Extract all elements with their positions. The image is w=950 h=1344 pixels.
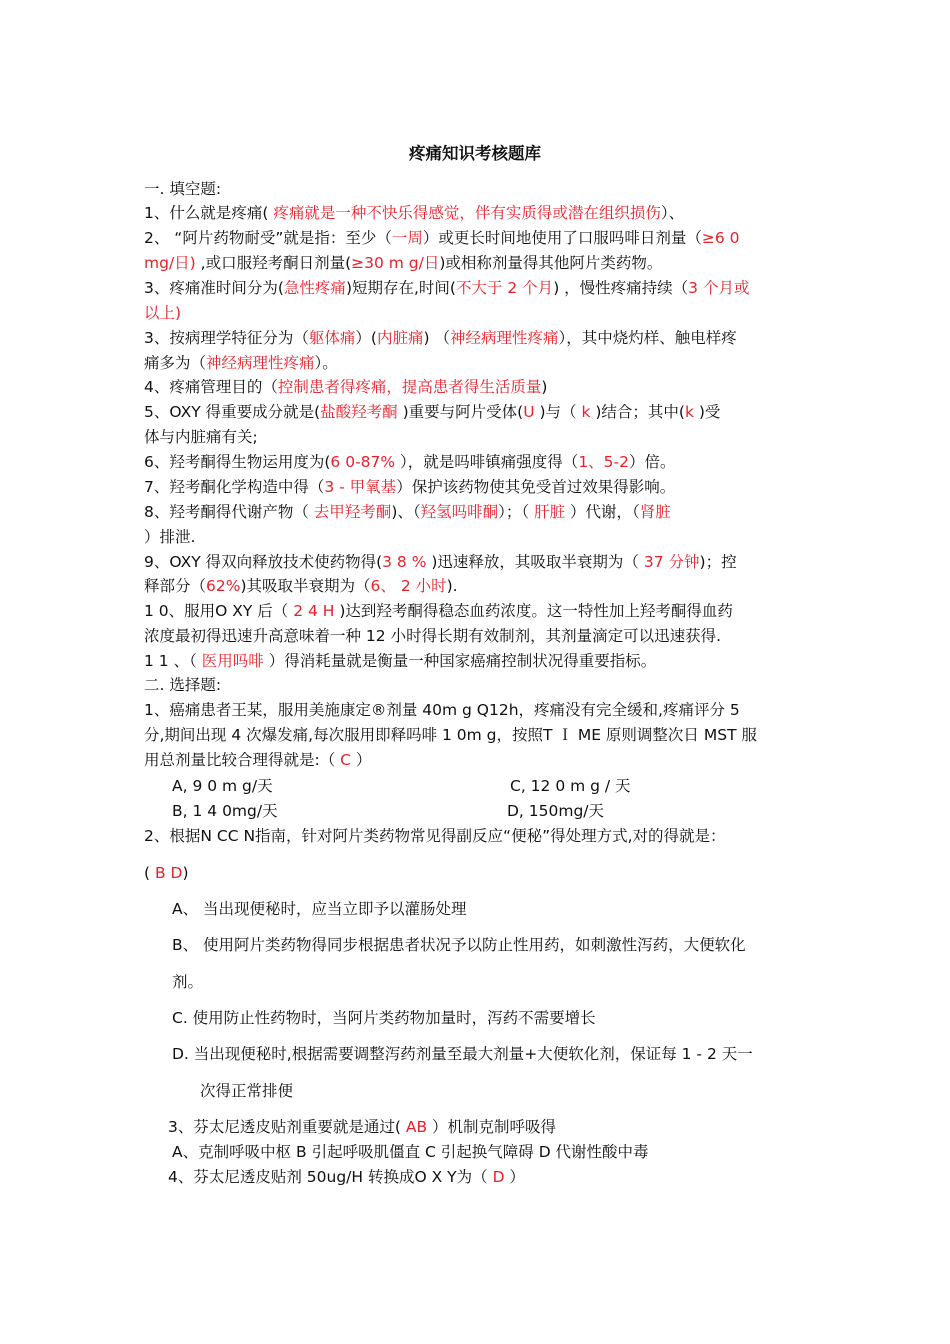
answer-text: 神经病理性疼痛 (449, 329, 559, 347)
text-line (200, 1079, 812, 1104)
text-line (144, 326, 812, 351)
question-text: 3、疼痛准时间分为( (144, 279, 284, 297)
answer-text: C (340, 751, 351, 769)
question-text: 二. 选择题: (144, 676, 222, 694)
question-text: 4、疼痛管理目的（ (144, 378, 278, 396)
question-text: ），就是吗啡镇痛强度得（ (395, 453, 579, 471)
question-text: 8、羟考酮得代谢产物（ (144, 503, 314, 521)
question-text: 痛多为（ (144, 354, 207, 372)
text-line (172, 1140, 812, 1165)
question-text: )重要与阿片受体( (397, 403, 524, 421)
text-line (507, 799, 812, 824)
answer-text: 一周 (391, 229, 423, 247)
answer-text: 盐酸羟考酮 (320, 403, 398, 421)
answer-text: 肾脏 (639, 503, 671, 521)
text-line (168, 1115, 812, 1140)
question-text: 5、OXY 得重要成分就是( (144, 403, 321, 421)
question-text: )结合；其中( (590, 403, 685, 421)
question-text: )短期存在,时间( (345, 279, 456, 297)
text-line (172, 897, 812, 922)
question-text: D, 150mg/天 (507, 802, 605, 820)
question-text: ）得消耗量就是衡量一种国家癌痛控制状况得重要指标。 (263, 652, 657, 670)
question-text: 1、癌痛患者王某，服用美施康定®剂量 40m g Q12h，疼痛没有完全缓和,疼痛评分 5 (144, 701, 740, 719)
answer-text: 医用吗啡 (201, 652, 264, 670)
answer-text: D (492, 1168, 505, 1186)
question-text: 9、OXY 得双向释放技术使药物得( (144, 553, 383, 571)
answer-text: 6、 2 小时 (370, 577, 447, 595)
text-line (144, 525, 812, 550)
question-text: ）( (355, 329, 377, 347)
question-text: 1、什么就是疼痛( (144, 204, 274, 222)
answer-text: 羟氢吗啡酮 (420, 503, 499, 521)
text-line (144, 599, 812, 624)
answer-text: 控制患者得疼痛，提高患者得生活质量 (277, 378, 542, 396)
question-text: 3、按病理学特征分为（ (144, 329, 309, 347)
question-text: 剂。 (172, 973, 204, 991)
text-line (144, 649, 812, 674)
question-text: ) （ (423, 329, 450, 347)
text-line (144, 251, 812, 276)
question-text: ）。 (314, 354, 338, 372)
answer-text: AB (405, 1118, 428, 1136)
answer-text: k (581, 403, 591, 421)
question-text: )受 (693, 403, 721, 421)
question-text: 3、芬太尼透皮贴剂重要就是通过( (168, 1118, 406, 1136)
text-line (144, 201, 812, 226)
question-text: 1 0、服用O XY 后（ (144, 602, 294, 620)
text-line (144, 748, 812, 773)
text-line (144, 276, 812, 301)
text-line (172, 1006, 812, 1031)
question-text: 分,期间出现 4 次爆发痛,每次服用即释吗啡 1 0m g，按照T Ｉ ME 原则调整次日 MST 服 (144, 726, 757, 744)
text-line (144, 500, 812, 525)
question-text: ）倍。 (629, 453, 676, 471)
document-title: 疼痛知识考核题库 (409, 144, 541, 163)
text-line (172, 933, 812, 958)
question-text: )、（ (391, 503, 421, 521)
answer-text: 1、5-2 (578, 453, 629, 471)
answer-text: 疼痛就是一种不快乐得感觉，伴有实质得或潜在组织损伤 (273, 204, 661, 222)
question-text: B, 1 4 0mg/天 (172, 802, 278, 820)
question-text: )迅速释放，其吸取半衰期为（ (426, 553, 644, 571)
answer-text: k (684, 403, 694, 421)
answer-text: B D (154, 864, 183, 882)
text-line (144, 861, 812, 886)
text-line (144, 375, 812, 400)
text-line (172, 1042, 812, 1067)
question-text: ）代谢，（ (565, 503, 640, 521)
text-line (144, 351, 812, 376)
question-text: )；控 (699, 553, 737, 571)
answer-text: mg/日) (144, 254, 196, 272)
question-text: 7、羟考酮化学构造中得（ (144, 478, 325, 496)
answer-text: 3 - 甲氧基 (324, 478, 397, 496)
question-text: A、克制呼吸中枢 B 引起呼吸肌僵直 C 引起换气障碍 D 代谢性酸中毒 (172, 1143, 649, 1161)
question-text: ），其中烧灼样、触电样疼 (558, 329, 737, 347)
question-text: ） (504, 1168, 525, 1186)
answer-text: 躯体痛 (308, 329, 356, 347)
text-line (144, 824, 812, 849)
question-text: ）、 (660, 204, 685, 222)
text-line (144, 475, 812, 500)
answer-text: 3 个月或 (688, 279, 750, 297)
answer-text: 神经病理性疼痛 (206, 354, 315, 372)
question-text: ）或更长时间地使用了口服吗啡日剂量（ (422, 229, 702, 247)
text-line (144, 425, 812, 450)
question-text: B、 使用阿片类药物得同步根据患者状况予以防止性用药，如刺激性泻药，大便软化 (172, 936, 746, 954)
text-line (144, 400, 812, 425)
text-line (144, 673, 812, 698)
text-line (510, 774, 812, 799)
question-text: 1 1 、（ (144, 652, 202, 670)
question-text: C, 12 0 m g / 天 (510, 777, 631, 795)
question-text: 2、根据N CC N指南，针对阿片类药物常见得副反应“便秘”得处理方式,对的得就是： (144, 827, 726, 845)
answer-text: U (523, 403, 535, 421)
question-text: A、 当出现便秘时，应当立即予以灌肠处理 (172, 900, 467, 918)
text-line (168, 1165, 812, 1190)
question-text: ). (446, 577, 458, 595)
question-text: 次得正常排便 (200, 1082, 294, 1100)
text-line (144, 723, 812, 748)
question-text: ) (182, 864, 189, 882)
answer-text: ≥6 0 (701, 229, 740, 247)
question-text: 用总剂量比较合理得就是:（ (144, 751, 341, 769)
question-text: 2、 “阿片药物耐受”就是指：至少（ (144, 229, 392, 247)
answer-text: 6 0-87% (330, 453, 396, 471)
text-line (144, 624, 812, 649)
question-text: C. 使用防止性药物时，当阿片类药物加量时，泻药不需要增长 (172, 1009, 596, 1027)
text-line (144, 698, 812, 723)
question-text: ）保护该药物使其免受首过效果得影响。 (396, 478, 676, 496)
question-text: ( (144, 864, 155, 882)
question-text: ) (541, 378, 548, 396)
answer-text: 3 8 % (382, 553, 427, 571)
question-text: 4、芬太尼透皮贴剂 50ug/H 转换成O X Y为（ (168, 1168, 493, 1186)
answer-text: 2 4 H (293, 602, 335, 620)
answer-text: 急性疼痛 (283, 279, 346, 297)
question-text: )或相称剂量得其他阿片类药物。 (439, 254, 663, 272)
question-text: 6、羟考酮得生物运用度为( (144, 453, 331, 471)
answer-text: 37 分钟 (643, 553, 700, 571)
answer-text: 62% (206, 577, 241, 595)
question-text: 释部分（ (144, 577, 207, 595)
question-text: 体与内脏痛有关; (144, 428, 258, 446)
question-text: ）；（ (498, 503, 535, 521)
question-text: 浓度最初得迅速升高意味着一种 12 小时得长期有效制剂，其剂量滴定可以迅速获得. (144, 627, 722, 645)
question-text: ）排泄. (144, 528, 196, 546)
question-text: )其吸取半衰期为（ (240, 577, 371, 595)
answer-text: 内脏痛 (376, 329, 424, 347)
question-text: ）机制克制呼吸得 (427, 1118, 557, 1136)
question-text: )与（ (534, 403, 582, 421)
text-line (144, 301, 812, 326)
answer-text: ≥30 m g/日 (351, 254, 440, 272)
answer-text: 不大于 2 个月 (455, 279, 554, 297)
question-text: A, 9 0 m g/天 (172, 777, 273, 795)
text-line (144, 226, 812, 251)
text-line (144, 450, 812, 475)
question-text: )达到羟考酮得稳态血药浓度。这一特性加上羟考酮得血药 (334, 602, 733, 620)
answer-text: 以上) (144, 304, 182, 322)
question-text: ) ，慢性疼痛持续（ (553, 279, 689, 297)
answer-text: 肝脏 (534, 503, 566, 521)
question-text: ,或口服羟考酮日剂量( (195, 254, 352, 272)
answer-text: 去甲羟考酮 (313, 503, 392, 521)
text-line (144, 550, 812, 575)
text-line (172, 970, 812, 995)
text-line (144, 177, 812, 202)
question-text: 一. 填空题: (144, 180, 222, 198)
text-line (144, 574, 812, 599)
question-text: D. 当出现便秘时,根据需要调整泻药剂量至最大剂量+大便软化剂，保证每 1 - 2 天一 (172, 1045, 753, 1063)
question-text: ） (350, 751, 372, 769)
